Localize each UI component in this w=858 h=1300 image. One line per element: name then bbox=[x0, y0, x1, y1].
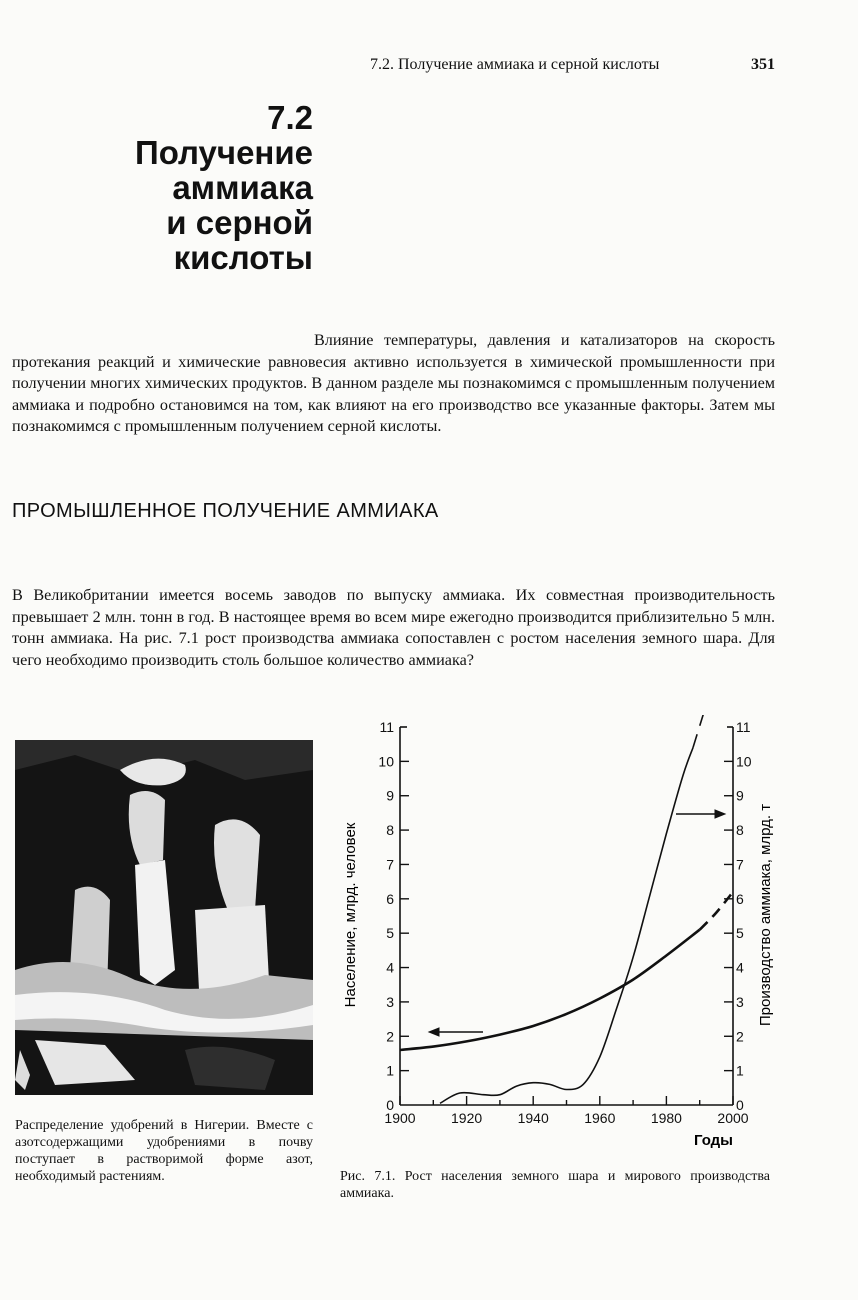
fertilizer-photo bbox=[15, 740, 313, 1095]
right-y-tick-label: 1 bbox=[736, 1062, 744, 1079]
chapter-title-line: аммиака bbox=[172, 169, 313, 206]
left-y-tick-label: 7 bbox=[386, 856, 394, 873]
x-tick-label: 1980 bbox=[650, 1110, 682, 1126]
left-y-tick-label: 6 bbox=[386, 890, 394, 907]
left-y-tick-label: 1 bbox=[386, 1062, 394, 1079]
left-y-tick-label: 8 bbox=[386, 822, 394, 839]
x-tick-label: 1940 bbox=[517, 1110, 549, 1126]
left-y-tick-label: 0 bbox=[386, 1097, 394, 1113]
left-y-tick-label: 2 bbox=[386, 1028, 394, 1045]
chapter-title-line: и серной bbox=[166, 204, 313, 241]
ammonia-arrow-head bbox=[715, 810, 725, 818]
running-title: 7.2. Получение аммиака и серной кислоты bbox=[370, 56, 660, 73]
ammonia-projection bbox=[693, 715, 716, 748]
population-ammonia-chart bbox=[335, 715, 785, 1155]
intro-paragraph: Влияние температуры, давления и катализаторов на скорость протекания реакций и химические равновесия активно используется в химической промышленности при получении многих химических продуктов. В данном разделе мы познакомимся с промышленным получением аммиака и подробно остановимся на том, как влияют на его производство все указанные факторы. Затем мы познакомимся с промышленным получением серной кислоты. bbox=[12, 331, 775, 435]
chapter-title-line: Получение bbox=[134, 134, 313, 171]
population-arrow-head bbox=[429, 1028, 439, 1036]
left-y-tick-label: 3 bbox=[386, 993, 394, 1010]
population-projection bbox=[700, 892, 733, 930]
x-tick-label: 1900 bbox=[384, 1110, 416, 1126]
left-y-tick-label: 4 bbox=[386, 959, 394, 976]
x-tick-label: 1960 bbox=[584, 1110, 616, 1126]
right-y-tick-label: 0 bbox=[736, 1097, 744, 1113]
photo-caption: Распределение удобрений в Нигерии. Вместе с азотсодержащими удобрениями в почву поступает в растворимой форме азот, необходимый растениям. bbox=[15, 1118, 313, 1184]
right-y-tick-label: 3 bbox=[736, 993, 744, 1010]
right-y-tick-label: 8 bbox=[736, 822, 744, 839]
right-y-tick-label: 10 bbox=[736, 753, 752, 770]
body-paragraph: В Великобритании имеется восемь заводов по выпуску аммиака. Их совместная производительность превышает 2 млн. тонн в год. В настоящее время во всем мире ежегодно производится приблизительно 5 млн. тонн аммиака. На рис. 7.1 рост производства аммиака сопоставлен с ростом населения земного шара. Для чего необходимо производить столь большое количество аммиака? bbox=[12, 586, 775, 669]
right-y-tick-label: 5 bbox=[736, 925, 744, 942]
right-axis-label: Производство аммиака, млрд. т bbox=[757, 803, 774, 1027]
figure-caption: Рис. 7.1. Рост населения земного шара и мирового производства аммиака. bbox=[340, 1169, 770, 1201]
right-y-tick-label: 6 bbox=[736, 890, 744, 907]
x-tick-label: 1920 bbox=[451, 1110, 483, 1126]
ammonia-curve bbox=[440, 748, 693, 1104]
right-y-tick-label: 9 bbox=[736, 787, 744, 804]
right-y-tick-label: 7 bbox=[736, 856, 744, 873]
section-heading: ПРОМЫШЛЕННОЕ ПОЛУЧЕНИЕ АММИАКА bbox=[12, 500, 439, 522]
left-y-tick-label: 5 bbox=[386, 925, 394, 942]
x-axis-label: Годы bbox=[693, 1132, 733, 1149]
left-y-tick-label: 11 bbox=[379, 719, 394, 735]
chapter-title-line: кислоты bbox=[173, 239, 313, 276]
running-header bbox=[370, 56, 775, 74]
page-number: 351 bbox=[751, 56, 775, 73]
left-axis-label: Население, млрд. человек bbox=[342, 822, 359, 1008]
chapter-number: 7.2 bbox=[267, 99, 313, 136]
x-tick-label: 2000 bbox=[717, 1110, 749, 1126]
chapter-title bbox=[60, 100, 313, 275]
right-y-tick-label: 2 bbox=[736, 1028, 744, 1045]
right-y-tick-label: 4 bbox=[736, 959, 744, 976]
right-y-tick-label: 11 bbox=[736, 719, 751, 735]
left-y-tick-label: 9 bbox=[386, 787, 394, 804]
left-y-tick-label: 10 bbox=[378, 753, 394, 770]
